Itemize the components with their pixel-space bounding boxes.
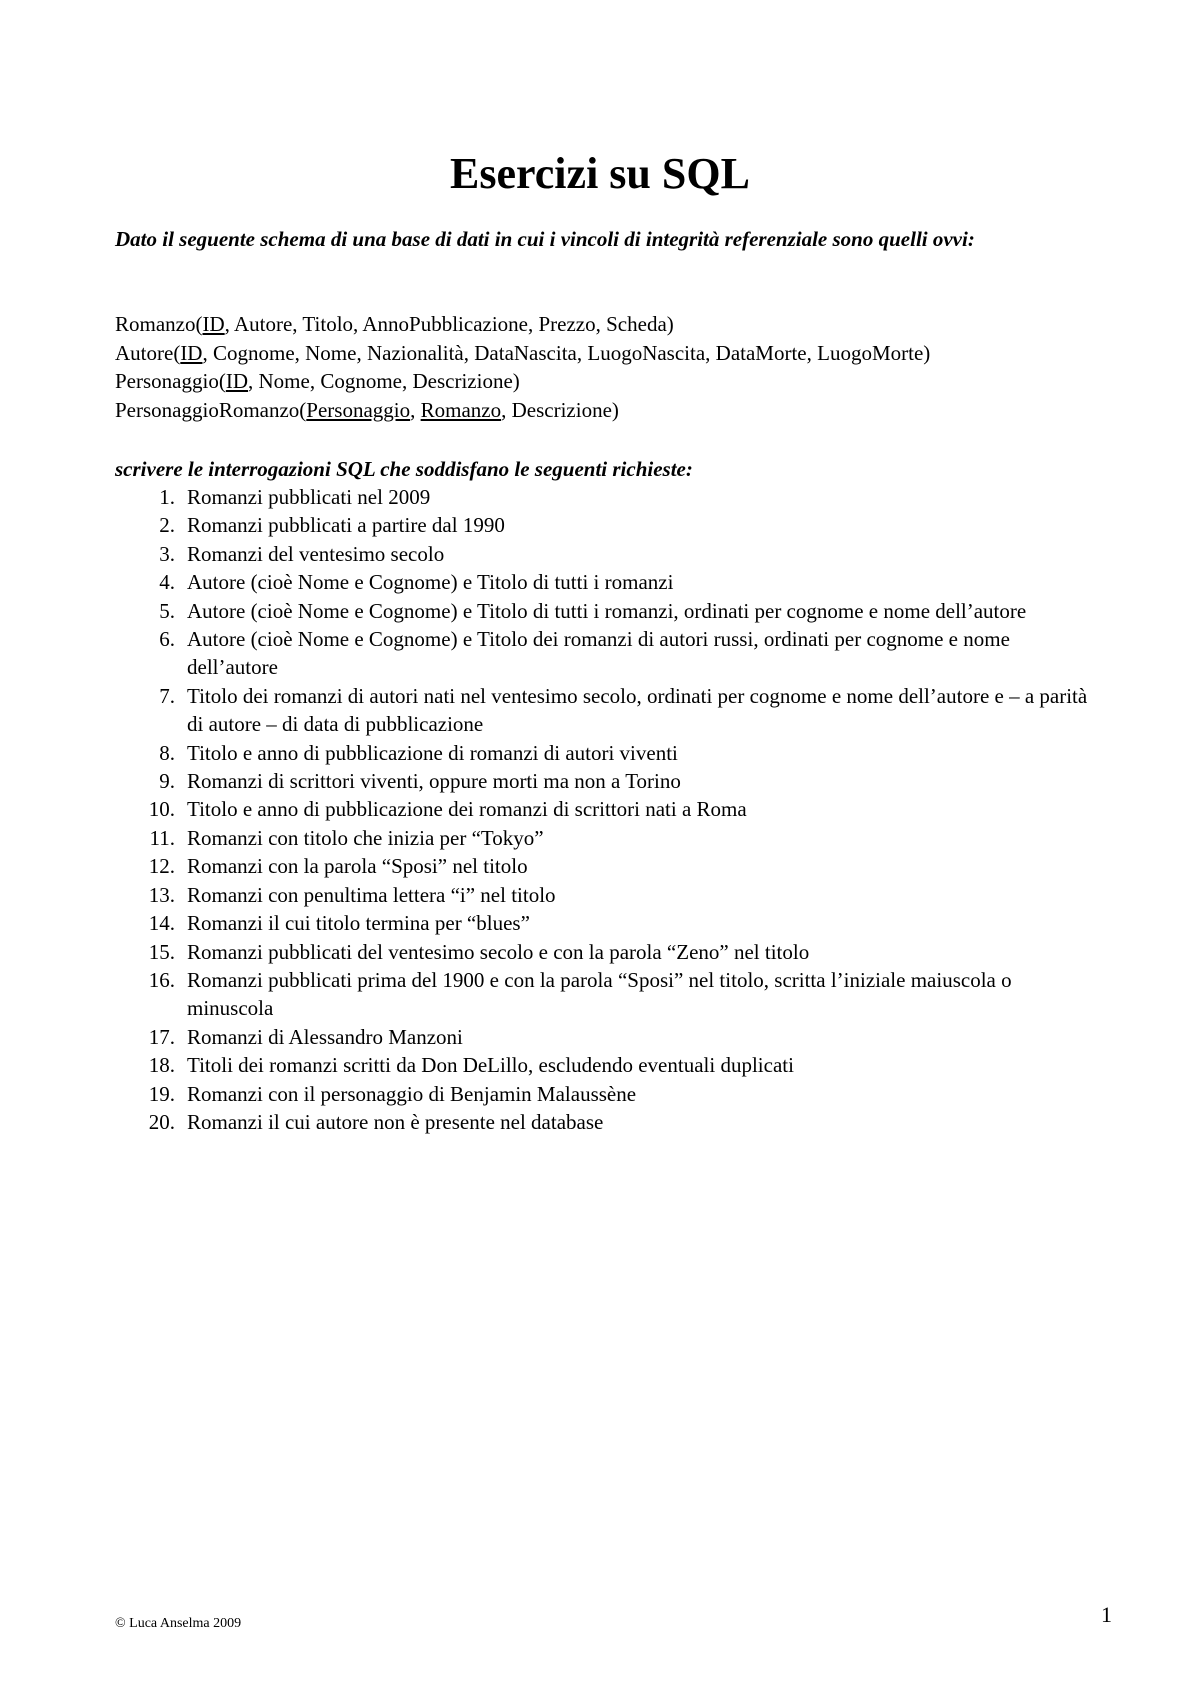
list-item — [115, 739, 1100, 767]
list-item-text: Romanzi con la parola “Sposi” nel titolo — [187, 854, 528, 879]
list-item-text: Romanzi pubblicati del ventesimo secolo e con la parola “Zeno” nel titolo — [187, 939, 810, 964]
list-item — [115, 824, 1100, 852]
page-title: Esercizi su SQL — [450, 149, 750, 198]
list-item-number: 13. — [148, 882, 175, 907]
list-item-text: Titolo dei romanzi di autori nati nel ventesimo secolo, ordinati per cognome e nome dell’autore e – a parità di autore – di data di pubblicazione — [187, 683, 1088, 737]
list-item-number: 18. — [148, 1053, 175, 1078]
schema-block — [115, 310, 1115, 424]
list-item — [115, 852, 1100, 880]
page-number: 1 — [1101, 1602, 1112, 1627]
list-item — [115, 568, 1100, 596]
primary-key: ID — [180, 340, 203, 365]
list-item — [115, 511, 1100, 539]
list-item — [115, 1023, 1100, 1051]
list-item-number: 8. — [159, 740, 175, 765]
list-item — [115, 597, 1100, 625]
instruction-text: scrivere le interrogazioni SQL che soddisfano le seguenti richieste: — [115, 457, 693, 481]
list-item-text: Autore (cioè Nome e Cognome) e Titolo di tutti i romanzi, ordinati per cognome e nome dell’autore — [187, 598, 1027, 623]
footer-copyright: © Luca Anselma 2009 — [115, 1616, 242, 1631]
list-item-number: 12. — [148, 854, 175, 879]
requests-list — [115, 483, 1100, 1136]
list-item — [115, 795, 1100, 823]
list-item — [115, 1108, 1100, 1136]
list-item-number: 3. — [159, 541, 175, 566]
list-item-text: Autore (cioè Nome e Cognome) e Titolo dei romanzi di autori russi, ordinati per cognome e nome dell’autore — [187, 627, 1010, 680]
list-item-text: Titolo e anno di pubblicazione di romanzi di autori viventi — [187, 740, 678, 765]
list-item-number: 20. — [148, 1109, 175, 1134]
list-item-text: Romanzi con il personaggio di Benjamin Malaussène — [187, 1081, 637, 1106]
list-item — [115, 682, 1100, 739]
list-item-number: 14. — [148, 911, 175, 936]
list-item-text: Titoli dei romanzi scritti da Don DeLillo, escludendo eventuali duplicati — [187, 1053, 794, 1078]
list-item — [115, 881, 1100, 909]
list-item-text: Romanzi pubblicati a partire dal 1990 — [187, 513, 505, 538]
list-item — [115, 625, 1100, 682]
list-item — [115, 966, 1100, 1023]
list-item-number: 16. — [148, 967, 175, 992]
list-item — [115, 1051, 1100, 1079]
list-item-text: Romanzi del ventesimo secolo — [187, 541, 445, 566]
list-item-number: 7. — [159, 683, 175, 708]
list-item-number: 17. — [148, 1024, 175, 1049]
schema-line-personaggio-romanzo: PersonaggioRomanzo(Personaggio, Romanzo, Descrizione) — [115, 397, 619, 422]
list-item-text: Autore (cioè Nome e Cognome) e Titolo di tutti i romanzi — [187, 570, 674, 595]
primary-key: Romanzo — [420, 397, 502, 422]
list-item-number: 2. — [159, 513, 175, 538]
primary-key: Personaggio — [306, 397, 411, 422]
list-item-number: 11. — [149, 825, 175, 850]
list-item-number: 1. — [159, 485, 175, 509]
list-item-text: Romanzi il cui titolo termina per “blues” — [187, 911, 530, 936]
list-item — [115, 938, 1100, 966]
list-item-text: Titolo e anno di pubblicazione dei romanzi di scrittori nati a Roma — [187, 797, 747, 822]
list-item-text: Romanzi pubblicati nel 2009 — [187, 485, 431, 509]
schema-line-romanzo: Romanzo(ID, Autore, Titolo, AnnoPubblicazione, Prezzo, Scheda) — [115, 312, 674, 336]
primary-key: ID — [225, 369, 248, 393]
list-item-number: 15. — [148, 939, 175, 964]
list-item-text: Romanzi di Alessandro Manzoni — [187, 1024, 463, 1049]
schema-line-personaggio: Personaggio(ID, Nome, Cognome, Descrizione) — [115, 369, 520, 393]
list-item-number: 10. — [148, 797, 175, 822]
schema-line-autore: Autore(ID, Cognome, Nome, Nazionalità, DataNascita, LuogoNascita, DataMorte, LuogoMorte) — [115, 340, 931, 365]
list-item-text: Romanzi il cui autore non è presente nel database — [187, 1109, 604, 1134]
list-item — [115, 909, 1100, 937]
list-item-text: Romanzi pubblicati prima del 1900 e con la parola “Sposi” nel titolo, scritta l’iniziale maiuscola o minuscola — [187, 967, 1012, 1021]
list-item-text: Romanzi con titolo che inizia per “Tokyo” — [187, 825, 544, 850]
primary-key: ID — [202, 312, 225, 336]
list-item-number: 9. — [159, 769, 175, 794]
list-item-text: Romanzi di scrittori viventi, oppure morti ma non a Torino — [187, 769, 681, 794]
list-item — [115, 540, 1100, 568]
list-item-number: 19. — [148, 1081, 175, 1106]
list-item-number: 4. — [159, 570, 175, 595]
list-item — [115, 483, 1100, 511]
list-item — [115, 1080, 1100, 1108]
list-item-number: 6. — [159, 627, 175, 652]
list-item-number: 5. — [159, 598, 175, 623]
intro-text: Dato il seguente schema di una base di dati in cui i vincoli di integrità referenziale sono quelli ovvi: — [115, 227, 975, 251]
list-item-text: Romanzi con penultima lettera “i” nel titolo — [187, 882, 556, 907]
list-item — [115, 767, 1100, 795]
